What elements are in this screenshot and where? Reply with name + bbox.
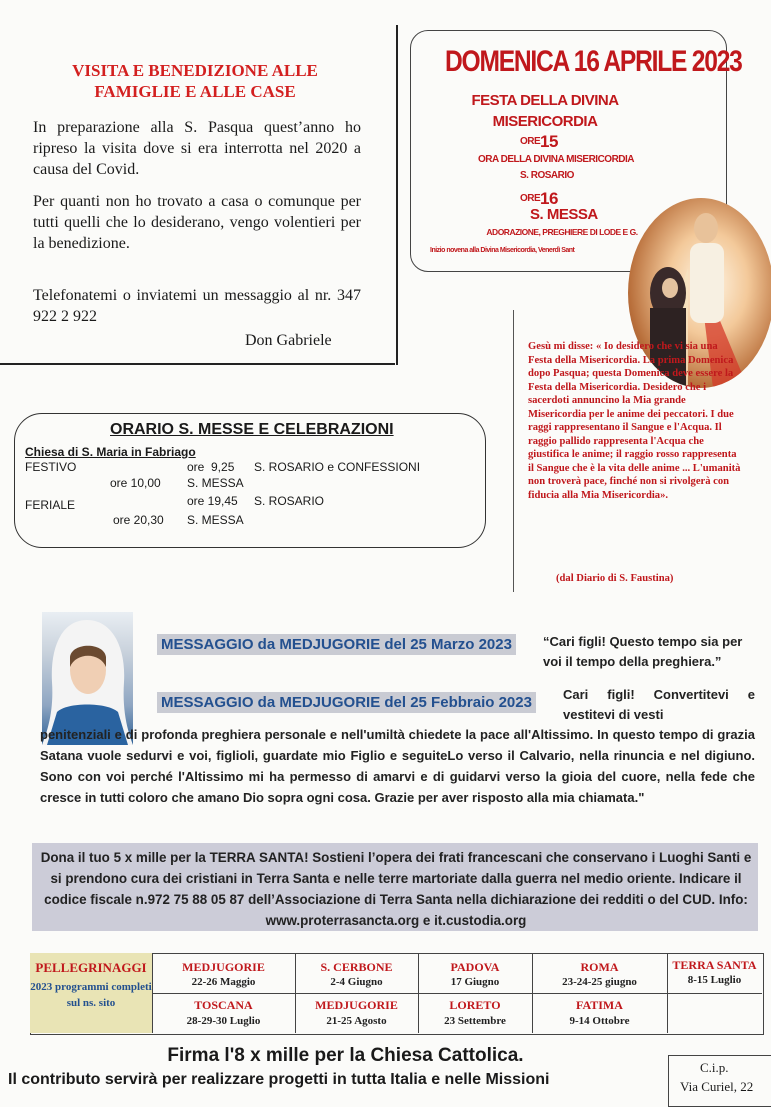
visita-title: VISITA E BENEDIZIONE ALLE FAMIGLIE E ALLE CASE (72, 61, 318, 101)
pellegrinaggio-dates: 21-25 Agosto (326, 1015, 387, 1027)
pellegrinaggio-dates: 9-14 Ottobre (569, 1015, 630, 1027)
cip-address: Via Curiel, 22 (680, 1079, 754, 1094)
ora-divina-misericordia: ORA DELLA DIVINA MISERICORDIA (477, 154, 635, 165)
gesu-quote-source: (dal Diario di S. Faustina) (556, 573, 674, 584)
pellegrinaggio-place: FATIMA (576, 998, 623, 1012)
domenica-adorazione: ADORAZIONE, PREGHIERE DI LODE E G. (486, 227, 638, 237)
ore-value-2: 16 (540, 189, 558, 208)
gesu-quote-text: Gesù mi disse: « Io desidero che vi sia una Festa della Misericordia. La prima Domenica dopo Pasqua; questa Domenica deve essere la Festa della Misericordia. Desidero che i sacerdoti annuncino la Mia grande Misericordia per le anime dei peccatori. I due raggi rappresentano il Sangue e l'Acqua. Il raggio pallido rappresenta l'Acqua che giustifica le anime; il raggio rosso rappresenta il Sangue che è la vita delle anime ... L'umanità non troverà pace, finché non si rivolgerà con fiducia alla Mia Misericordia». (528, 341, 741, 501)
pellegrinaggio-place: MEDJUGORIE (182, 960, 265, 974)
feriale-time-1: ore 19,45 (187, 494, 238, 508)
pellegrinaggio-place: ROMA (580, 960, 619, 974)
pellegrinaggio-dates: 23-24-25 giugno (562, 976, 637, 988)
pellegrinaggio-place: S. CERBONE (320, 960, 393, 974)
pellegrinaggio-place: TERRA SANTA (672, 958, 757, 972)
medjugorie-febbraio-text-start: Cari figli! Convertitevi e vestitevi di vesti (563, 687, 755, 722)
pellegrinaggio-dates: 17 Giugno (450, 976, 500, 988)
domenica-title: DOMENICA 16 APRILE 2023 (445, 45, 742, 78)
cip-label: C.i.p. (700, 1060, 729, 1075)
festivo-event-2: S. MESSA (187, 476, 244, 490)
visita-paragraph-2: Per quanti non ho trovato a casa o comunque per tutti quelli che lo desiderano, vengo volentieri per la benedizione. (33, 193, 361, 252)
pellegrinaggio-place: MEDJUGORIE (315, 998, 398, 1012)
medjugorie-febbraio-text-body: penitenziali e di profonda preghiera personale e nell'umiltà chiedete la pace all'Altissimo. In questo tempo di grazia Satana vuole sedurvi e voi, figlioli, guardate mio Figlio e seguiteLo verso il Calvario, nella rinuncia e nel digiuno. Sono con voi perché l'Altissimo mi ha permesso di amarvi e di guidarvi verso la gioia del cuore, nella fede che cresce in tutti coloro che amano Dio sopra ogni cosa. Grazie per aver risposto alla mia chiamata." (40, 727, 755, 805)
pellegrinaggio-place: PADOVA (450, 960, 500, 974)
otto-mille-title: Firma l'8 x mille per la Chiesa Cattolica. (167, 1045, 524, 1066)
pellegrinaggio-dates: 22-26 Maggio (191, 976, 256, 988)
ore-label-2: ORE (520, 193, 541, 204)
medjugorie-marzo-heading: MESSAGGIO da MEDJUGORIE del 25 Marzo 2023 (157, 634, 516, 655)
pellegrinaggi-description: 2023 programmi completi sul ns. sito (30, 981, 152, 1009)
pellegrinaggio-dates: 8-15 Luglio (687, 974, 742, 986)
orario-church: Chiesa di S. Maria in Fabriago (25, 445, 196, 459)
cinque-mille-text: Dona il tuo 5 x mille per la TERRA SANTA! Sostieni l’opera dei frati francescani che conservano i Luoghi Santi e si prendono cura dei cristiani in Terra Santa e nelle terre martoriate dalla guerra nel medio oriente. Indicare il codice fiscale n.972 75 88 05 87 dell’Associazione di Terra Santa nella dichiarazione dei redditi o del CUD. Info: www.proterrasancta.org e it.custodia.org (40, 850, 752, 928)
table-divider (152, 993, 762, 994)
visita-paragraph-1: In preparazione alla S. Pasqua quest’anno ho ripreso la visita dove si era interrotta nel 2020 a causa del Covid. (33, 119, 361, 178)
medjugorie-febbraio-heading: MESSAGGIO da MEDJUGORIE del 25 Febbraio 2023 (157, 692, 536, 713)
visita-paragraph-3: Telefonatemi o inviatemi un messaggio al nr. 347 922 2 922 (33, 287, 361, 325)
pellegrinaggio-dates: 28-29-30 Luglio (186, 1015, 261, 1027)
ore-label-1: ORE (520, 136, 541, 147)
festa-line-1: FESTA DELLA DIVINA (471, 92, 619, 109)
otto-mille-subtitle: Il contributo servirà per realizzare progetti in tutta Italia e nelle Missioni (8, 1071, 550, 1088)
pellegrinaggio-place: TOSCANA (194, 998, 253, 1012)
festa-line-2: MISERICORDIA (492, 113, 598, 130)
visita-signature: Don Gabriele (245, 332, 332, 349)
feriale-event-2: S. MESSA (187, 513, 244, 527)
section-divider (0, 363, 395, 365)
pellegrinaggio-dates: 23 Settembre (444, 1015, 506, 1027)
pellegrinaggio-dates: 2-4 Giugno (330, 976, 383, 988)
domenica-messa: S. MESSA (530, 206, 598, 223)
festivo-label: FESTIVO (25, 460, 77, 474)
medjugorie-marzo-text: “Cari figli! Questo tempo sia per voi il tempo della preghiera.” (543, 634, 743, 669)
pellegrinaggio-place: LORETO (449, 998, 501, 1012)
festivo-event-1: S. ROSARIO e CONFESSIONI (254, 460, 421, 474)
pellegrinaggi-title: PELLEGRINAGGI (35, 960, 147, 975)
festivo-time-1: ore 9,25 (187, 460, 235, 474)
domenica-rosario: S. ROSARIO (520, 170, 574, 181)
festivo-time-2: ore 10,00 (110, 476, 161, 490)
ore-value-1: 15 (540, 132, 558, 151)
feriale-event-1: S. ROSARIO (254, 494, 325, 508)
orario-title: ORARIO S. MESSE E CELEBRAZIONI (110, 421, 394, 438)
feriale-time-2: ore 20,30 (113, 513, 164, 527)
feriale-label: FERIALE (25, 498, 76, 512)
vertical-divider (396, 25, 398, 365)
domenica-novena: Inizio novena alla Divina Misericordia, Venerdì Sant (430, 247, 575, 254)
